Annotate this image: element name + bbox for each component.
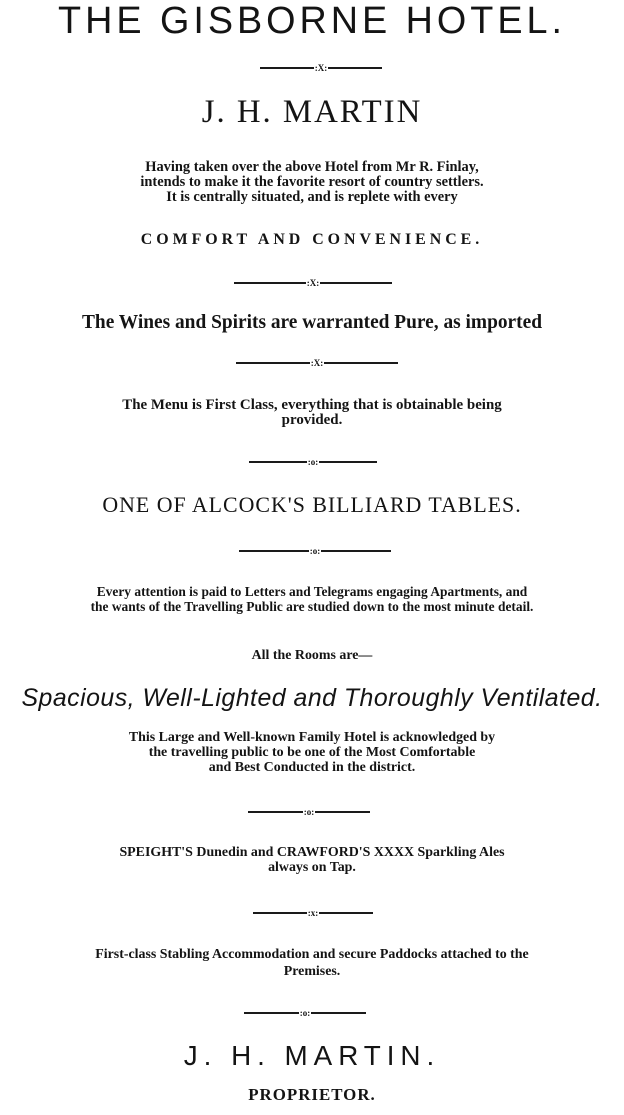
comfort-line: COMFORT AND CONVENIENCE.: [140, 231, 484, 248]
attention-line: Every attention is paid to Letters and Telegrams engaging Apartments, and: [96, 584, 528, 599]
proprietor-heading: J. H. MARTIN: [201, 94, 423, 130]
rule-mark: :o:: [299, 1008, 311, 1018]
intro-line: It is centrally situated, and is replete with every: [166, 189, 458, 205]
ornamental-rule: [232, 357, 402, 369]
stabling-line: First-class Stabling Accommodation and secure Paddocks attached to the: [95, 947, 529, 962]
rule-bar: [320, 282, 392, 284]
ornamental-rule: [254, 62, 388, 74]
rule-mark: :o:: [303, 807, 315, 817]
attention-paragraph: [2, 584, 622, 614]
signature-title: PROPRIETOR.: [248, 1085, 376, 1104]
ornamental-rule: [232, 545, 398, 557]
rule-mark: :X:: [310, 358, 324, 368]
rule-mark: :x:: [307, 908, 319, 918]
attention-line: the wants of the Travelling Public are studied down to the most minute detail.: [90, 599, 534, 614]
wines-line: The Wines and Spirits are warranted Pure, as imported: [81, 312, 543, 333]
intro-line: intends to make it the favorite resort of country settlers.: [140, 174, 484, 190]
ornamental-rule: [228, 277, 398, 289]
rule-bar: [234, 282, 306, 284]
rule-mark: :o:: [307, 457, 319, 467]
hotel-title: THE GISBORNE HOTEL.: [58, 0, 566, 42]
ales-line: always on Tap.: [268, 860, 356, 875]
rooms-lead-line: All the Rooms are—: [251, 648, 373, 663]
rule-mark: :X:: [306, 278, 320, 288]
rule-bar: [253, 912, 307, 914]
rule-bar: [249, 461, 307, 463]
rule-bar: [244, 1012, 299, 1014]
rule-bar: [319, 461, 377, 463]
menu-line: provided.: [281, 412, 343, 428]
menu-paragraph: [2, 398, 622, 428]
rule-bar: [319, 912, 373, 914]
ales-line: SPEIGHT'S Dunedin and CRAWFORD'S XXXX Sparkling Ales: [119, 845, 505, 860]
rule-bar: [236, 362, 310, 364]
rule-bar: [321, 550, 391, 552]
reputation-paragraph: [2, 730, 622, 775]
rule-bar: [239, 550, 309, 552]
rule-mark: :o:: [309, 546, 321, 556]
menu-line: The Menu is First Class, everything that is obtainable being: [122, 397, 502, 413]
reputation-line: the travelling public to be one of the Most Comfortable: [148, 745, 476, 760]
rule-bar: [260, 67, 314, 69]
rule-bar: [315, 811, 370, 813]
ornamental-rule: [244, 456, 382, 468]
stabling-paragraph: [2, 946, 622, 980]
billiard-line: ONE OF ALCOCK'S BILLIARD TABLES.: [102, 492, 522, 517]
rule-bar: [311, 1012, 366, 1014]
rule-bar: [248, 811, 303, 813]
reputation-line: This Large and Well-known Family Hotel is acknowledged by: [128, 730, 496, 745]
intro-paragraph: [2, 160, 622, 205]
intro-line: Having taken over the above Hotel from Mr R. Finlay,: [145, 159, 479, 175]
rule-bar: [328, 67, 382, 69]
rule-bar: [324, 362, 398, 364]
ornamental-rule: [248, 907, 378, 919]
ornamental-rule: [240, 1007, 370, 1019]
spacious-line: Spacious, Well-Lighted and Thoroughly Ventilated.: [21, 684, 603, 712]
signature-name: J. H. MARTIN.: [183, 1040, 441, 1071]
stabling-line: Premises.: [283, 964, 341, 979]
reputation-line: and Best Conducted in the district.: [208, 760, 416, 775]
ales-paragraph: [2, 845, 622, 875]
ornamental-rule: [244, 806, 374, 818]
rule-mark: :X:: [314, 63, 328, 73]
